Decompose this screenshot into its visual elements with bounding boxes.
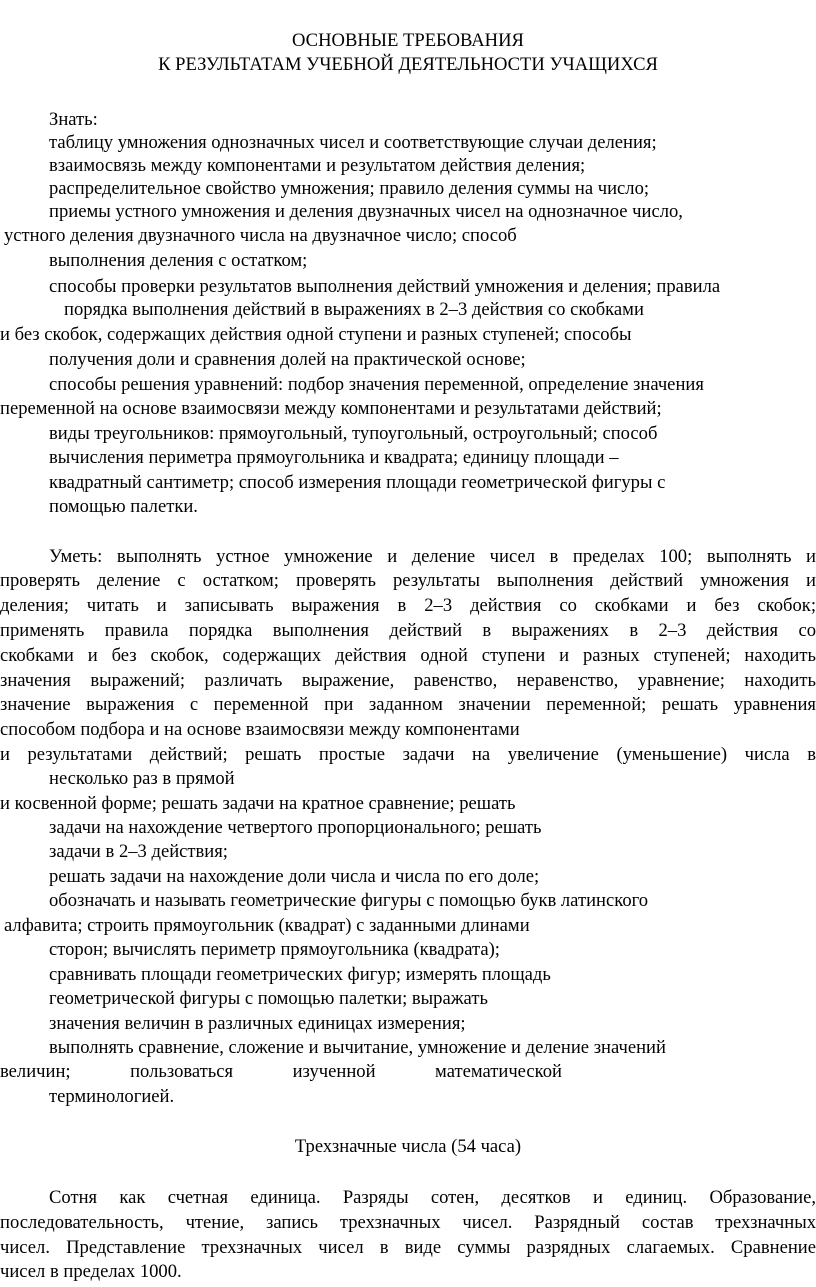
- able-line: величин; пользоваться изученной математической: [0, 1061, 562, 1082]
- able-line: обозначать и называть геометрические фигуры с помощью букв латинского: [49, 890, 649, 911]
- know-line: приемы устного умножения и деления двузначных чисел на однозначное число,: [49, 201, 683, 222]
- section-line: чисел. Представление трехзначных чисел в виде суммы разрядных слагаемых. Сравнение: [0, 1237, 816, 1258]
- know-line: виды треугольников: прямоугольный, тупоугольный, остроугольный; способ: [49, 423, 658, 444]
- doc-title-line-1: ОСНОВНЫЕ ТРЕБОВАНИЯ: [292, 30, 524, 51]
- know-line: способы решения уравнений: подбор значения переменной, определение значения: [49, 374, 704, 395]
- able-line: несколько раз в прямой: [49, 768, 235, 789]
- know-line: устного деления двузначного числа на двузначное число; способ: [4, 225, 517, 246]
- able-line: деления; читать и записывать выражения в 2–3 действия со скобками и без скобок;: [0, 595, 816, 616]
- know-heading: Знать:: [49, 109, 98, 130]
- know-line: выполнения деления с остатком;: [49, 250, 308, 271]
- able-line: способом подбора и на основе взаимосвязи между компонентами: [0, 719, 520, 740]
- know-line: способы проверки результатов выполнения действий умножения и деления; правила: [49, 276, 721, 297]
- able-line: проверять деление с остатком; проверять результаты выполнения действий умножения и: [0, 570, 816, 591]
- know-line: распределительное свойство умножения; правило деления суммы на число;: [49, 178, 650, 199]
- able-line: задачи на нахождение четвертого пропорционального; решать: [49, 817, 542, 838]
- know-line: и без скобок, содержащих действия одной ступени и разных ступеней; способы: [0, 324, 632, 345]
- able-line: терминологией.: [49, 1086, 175, 1107]
- able-line: геометрической фигуры с помощью палетки; выражать: [49, 988, 488, 1009]
- doc-title-line-2: К РЕЗУЛЬТАТАМ УЧЕБНОЙ ДЕЯТЕЛЬНОСТИ УЧАЩИХСЯ: [158, 54, 658, 75]
- able-line: применять правила порядка выполнения действий в выражениях в 2–3 действия со: [0, 620, 816, 641]
- able-line: значения величин в различных единицах измерения;: [49, 1013, 466, 1034]
- know-line: помощью палетки.: [49, 496, 198, 517]
- know-line: таблицу умножения однозначных чисел и соответствующие случаи деления;: [49, 132, 657, 153]
- section-line: последовательность, чтение, запись трехзначных чисел. Разрядный состав трехзначных: [0, 1212, 816, 1233]
- able-line: Уметь: выполнять устное умножение и деление чисел в пределах 100; выполнять и: [49, 546, 816, 567]
- able-line: задачи в 2–3 действия;: [49, 841, 228, 862]
- able-line: выполнять сравнение, сложение и вычитание, умножение и деление значений: [49, 1037, 666, 1058]
- able-line: алфавита; строить прямоугольник (квадрат) с заданными длинами: [4, 915, 530, 936]
- able-line: сторон; вычислять периметр прямоугольника (квадрата);: [49, 939, 500, 960]
- know-line: вычисления периметра прямоугольника и квадрата; единицу площади –: [49, 447, 619, 468]
- able-line: значение выражения с переменной при заданном значении переменной; решать уравнения: [0, 694, 816, 715]
- know-line: порядка выполнения действий в выражениях в 2–3 действия со скобками: [64, 299, 644, 320]
- able-line: и косвенной форме; решать задачи на кратное сравнение; решать: [0, 793, 516, 814]
- able-line: и результатами действий; решать простые задачи на увеличение (уменьшение) числа в: [0, 744, 816, 765]
- know-line: квадратный сантиметр; способ измерения площади геометрической фигуры с: [49, 472, 666, 493]
- able-line: решать задачи на нахождение доли числа и числа по его доле;: [49, 866, 540, 887]
- know-line: переменной на основе взаимосвязи между компонентами и результатами действий;: [0, 398, 662, 419]
- know-line: взаимосвязь между компонентами и результатом действия деления;: [49, 155, 586, 176]
- able-line: сравнивать площади геометрических фигур; измерять площадь: [49, 964, 551, 985]
- able-line: значения выражений; различать выражение, равенство, неравенство, уравнение; находить: [0, 670, 816, 691]
- know-line: получения доли и сравнения долей на практической основе;: [49, 349, 526, 370]
- section-heading: Трехзначные числа (54 часа): [294, 1136, 522, 1157]
- able-line: скобками и без скобок, содержащих действия одной ступени и разных ступеней; находить: [0, 645, 816, 666]
- section-line: чисел в пределах 1000.: [0, 1261, 182, 1282]
- section-line: Сотня как счетная единица. Разряды сотен, десятков и единиц. Образование,: [49, 1187, 816, 1208]
